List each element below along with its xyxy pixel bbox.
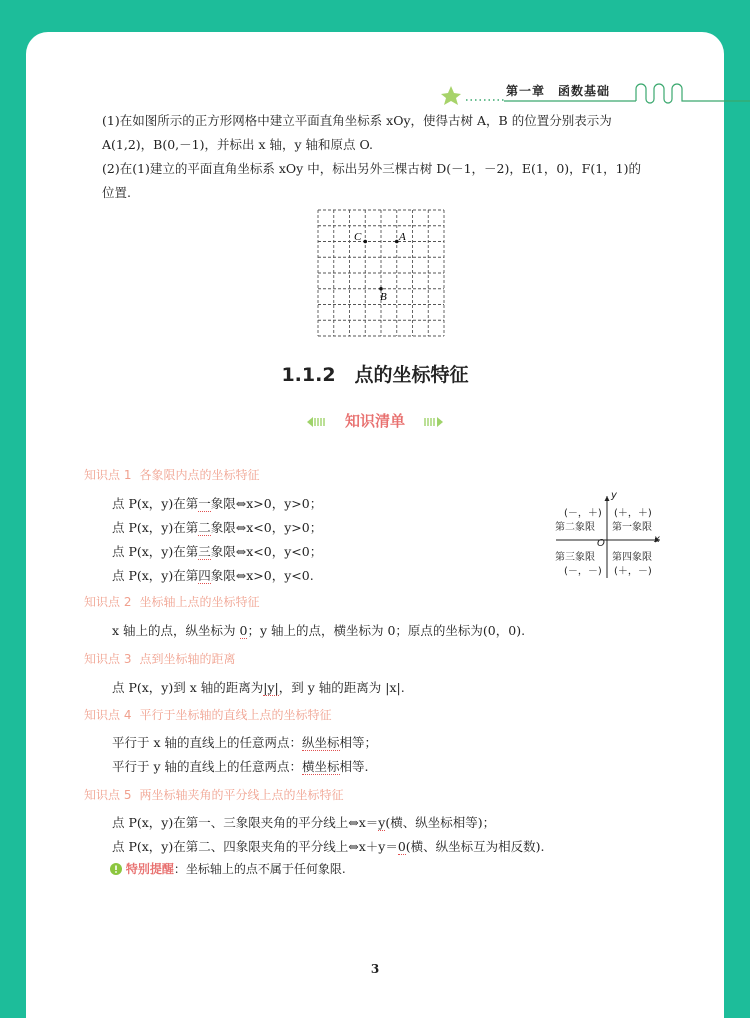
point-c-dot (363, 240, 367, 244)
problem-line-3: (2)在(1)建立的平面直角坐标系 xOy 中，标出另外三棵古树 D(－1，－2)，E(1，0)，F(1，1)的 (102, 161, 641, 176)
q4-label: 第四象限 (612, 552, 652, 563)
point-b-label: B (380, 291, 387, 303)
kp-5-line-2: 点 P(x，y)在第二、四象限夹角的平分线上⇔x＋y＝0(横、纵坐标互为相反数). (112, 839, 545, 854)
point-a-dot (395, 240, 399, 244)
square-grid-figure (316, 208, 446, 338)
chapter-title: 第一章 函数基础 (506, 84, 611, 98)
problem-line-2: A(1,2)，B(0,－1)，并标出 x 轴，y 轴和原点 O. (102, 137, 373, 152)
problem-line-4: 位置. (102, 185, 131, 200)
section-title: 1.1.2 点的坐标特征 (281, 364, 469, 386)
q1-label: 第一象限 (612, 522, 652, 533)
kp-5-line-1: 点 P(x，y)在第一、三象限夹角的平分线上⇔x＝y(横、纵坐标相等)； (112, 815, 496, 830)
q3-sign: (－，－) (564, 566, 602, 577)
quadrant-x-label: x (654, 534, 660, 545)
kp-4-line-2: 平行于 y 轴的直线上的任意两点：横坐标相等. (112, 759, 369, 774)
point-a-label: A (399, 231, 406, 243)
special-reminder (110, 860, 346, 877)
q4-sign: (＋，－) (614, 566, 652, 577)
quadrant-origin: O (597, 538, 605, 549)
problem-line-1: (1)在如图所示的正方形网格中建立平面直角坐标系 xOy，使得古树 A，B 的位置分别表示为 (102, 113, 612, 128)
kp-3-line-1: 点 P(x，y)到 x 轴的距离为|y|，到 y 轴的距离为 |x|. (112, 680, 405, 695)
q1-sign: (＋，＋) (614, 508, 652, 519)
kp-1-line-2: 点 P(x，y)在第二象限⇔x<0，y>0； (112, 520, 323, 535)
exclamation-icon (110, 863, 122, 875)
q2-sign: (－，＋) (564, 508, 602, 519)
point-b-dot (379, 287, 383, 291)
page-number: 3 (370, 962, 380, 976)
point-c-label: C (354, 231, 362, 243)
kp-1-line-4: 点 P(x，y)在第四象限⇔x>0，y<0. (112, 568, 314, 583)
kp-1-heading: 知识点 1 各象限内点的坐标特征 (84, 468, 260, 482)
q2-label: 第二象限 (555, 522, 595, 533)
q3-label: 第三象限 (555, 552, 595, 563)
knowledge-banner: 知识清单 (344, 412, 405, 430)
kp-4-heading: 知识点 4 平行于坐标轴的直线上点的坐标特征 (84, 708, 332, 722)
tip-label: 特别提醒 (125, 862, 174, 876)
kp-3-heading: 知识点 3 点到坐标轴的距离 (84, 652, 236, 666)
tip-text: ：坐标轴上的点不属于任何象限. (173, 862, 346, 876)
kp-1-line-3: 点 P(x，y)在第三象限⇔x<0，y<0； (112, 544, 323, 559)
kp-2-heading: 知识点 2 坐标轴上点的坐标特征 (84, 595, 260, 609)
quadrant-y-label: y (611, 490, 617, 501)
kp-5-heading: 知识点 5 两坐标轴夹角的平分线上点的坐标特征 (84, 788, 344, 802)
kp-2-line-1: x 轴上的点，纵坐标为 0；y 轴上的点，横坐标为 0；原点的坐标为(0，0). (112, 623, 526, 638)
kp-1-line-1: 点 P(x，y)在第一象限⇔x>0，y>0； (112, 496, 323, 511)
kp-4-line-1: 平行于 x 轴的直线上的任意两点：纵坐标相等； (112, 735, 378, 750)
